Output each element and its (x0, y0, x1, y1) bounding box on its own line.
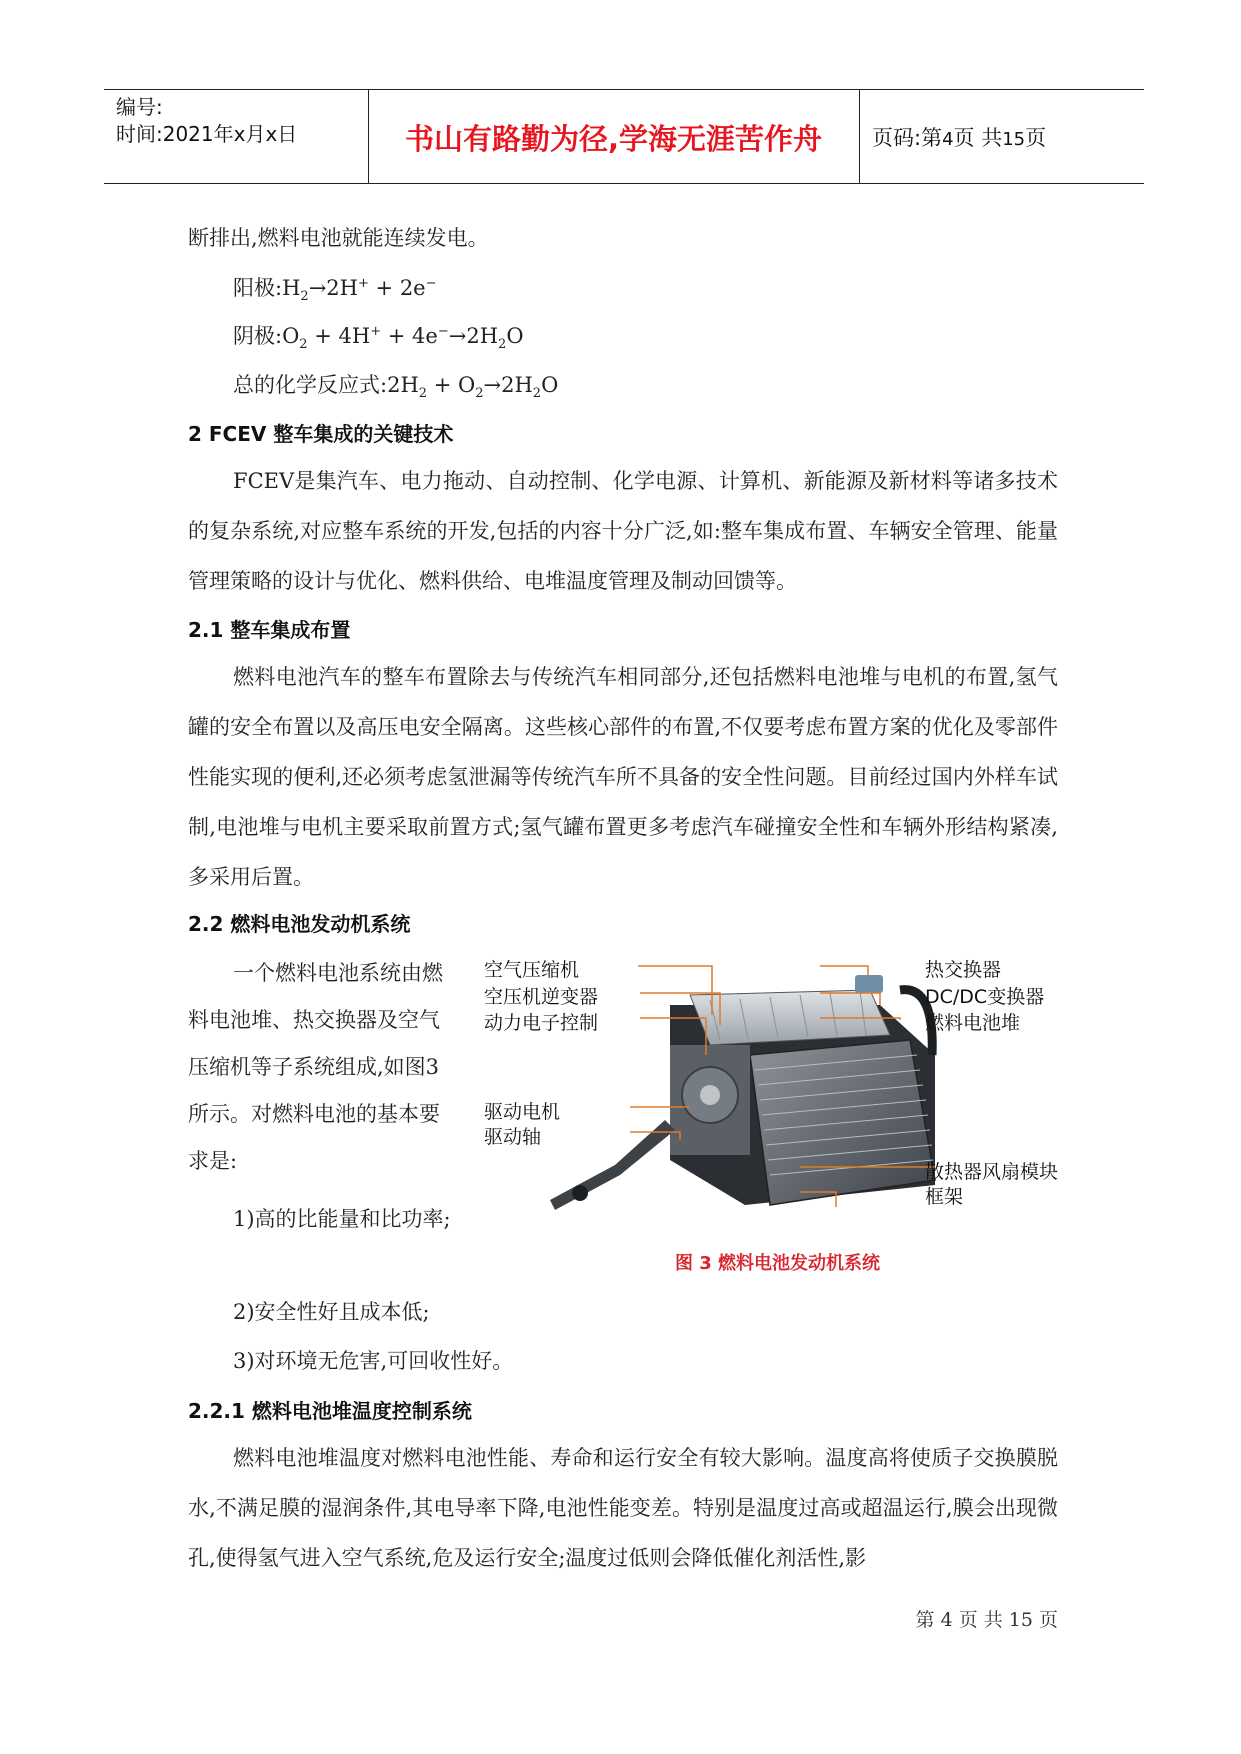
text-line: 断排出,燃料电池就能连续发电。 (188, 226, 489, 250)
figure-label: 空气压缩机 (484, 959, 580, 981)
figure-label: 驱动电机 (484, 1101, 561, 1123)
document-date: 时间:2021年x月x日 (116, 122, 298, 146)
anode-equation: 阳极$:H_2\to 2H^+ + 2e^-$ (233, 276, 437, 305)
cathode-label: 阴极: (233, 324, 283, 348)
figure-label: 框架 (925, 1186, 964, 1208)
figure-label: DC/DC变换器 (925, 986, 1045, 1008)
paragraph: FCEV是集汽车、电力拖动、自动控制、化学电源、计算机、新能源及新材料等诸多技术的复杂系统,对应整车系统的开发,包括的内容十分广泛,如:整车集成布置、车辆安全管理、能量管理策略的设计与优化、燃料供给、电堆温度管理及制动回馈等。 (188, 469, 1058, 593)
paragraph: 一个燃料电池系统由燃料电池堆、热交换器及空气压缩机等子系统组成,如图3 所示。对燃料电池的基本要求是: (188, 961, 443, 1173)
header-motto: 书山有路勤为径,学海无涯苦作舟 (404, 122, 823, 156)
page-total: 15 (1002, 129, 1026, 150)
page-suffix: 页 (1025, 126, 1047, 150)
requirement-item: 2)安全性好且成本低; (233, 1300, 430, 1324)
figure-label: 驱动轴 (484, 1126, 542, 1148)
header-page-info (872, 122, 1046, 152)
page-footer: 第 4 页 共 15 页 (915, 1609, 1058, 1631)
section-heading: 2.2.1 燃料电池堆温度控制系统 (188, 1399, 472, 1423)
overall-equation: 总的化学反应式$:2H_2 + O_2\to 2H_2O$ (233, 373, 559, 402)
paragraph: 燃料电池汽车的整车布置除去与传统汽车相同部分,还包括燃料电池堆与电机的布置,氢气罐的安全布置以及高压电安全隔离。这些核心部件的布置,不仅要考虑布置方案的优化及零部件性能实现的便利,还必须考虑氢泄漏等传统汽车所不具备的安全性问题。目前经过国内外样车试制,电池堆与电机主要采取前置方式;氢气罐布置更多考虑汽车碰撞安全性和车辆外形结构紧凑,多采用后置。 (188, 665, 1058, 889)
figure-label: 热交换器 (925, 959, 1002, 981)
figure-caption: 图 3 燃料电池发动机系统 (674, 1253, 881, 1274)
section-heading: 2.1 整车集成布置 (188, 618, 351, 642)
figure-label: 燃料电池堆 (925, 1012, 1021, 1034)
header-meta (116, 94, 297, 148)
fuel-cell-engine-figure (480, 945, 1075, 1275)
anode-label: 阳极: (233, 276, 283, 300)
requirement-item: 1)高的比能量和比功率; (233, 1207, 451, 1231)
header-divider (859, 90, 860, 183)
page-prefix: 页码:第 (872, 126, 943, 150)
document-number-label: 编号: (116, 95, 163, 119)
requirement-item: 3)对环境无危害,可回收性好。 (233, 1349, 514, 1373)
paragraph: 燃料电池堆温度对燃料电池性能、寿命和运行安全有较大影响。温度高将使质子交换膜脱水,不满足膜的湿润条件,其电导率下降,电池性能变差。特别是温度过高或超温运行,膜会出现微孔,使得氢气进入空气系统,危及运行安全;温度过低则会降低催化剂活性,影 (188, 1446, 1058, 1570)
cathode-equation: 阴极$:O_2 + 4H^+ + 4e^-\to 2H_2O$ (233, 324, 524, 353)
section-heading: 2 FCEV 整车集成的关键技术 (188, 422, 454, 446)
page-number: 4 (942, 129, 954, 150)
section-heading: 2.2 燃料电池发动机系统 (188, 912, 411, 936)
figure-label: 空压机逆变器 (484, 986, 599, 1008)
figure-label: 动力电子控制 (484, 1012, 599, 1034)
overall-label: 总的化学反应式: (233, 373, 388, 397)
page-mid: 页 共 (953, 126, 1003, 150)
figure-label: 散热器风扇模块 (925, 1161, 1059, 1183)
page-header (104, 89, 1144, 184)
